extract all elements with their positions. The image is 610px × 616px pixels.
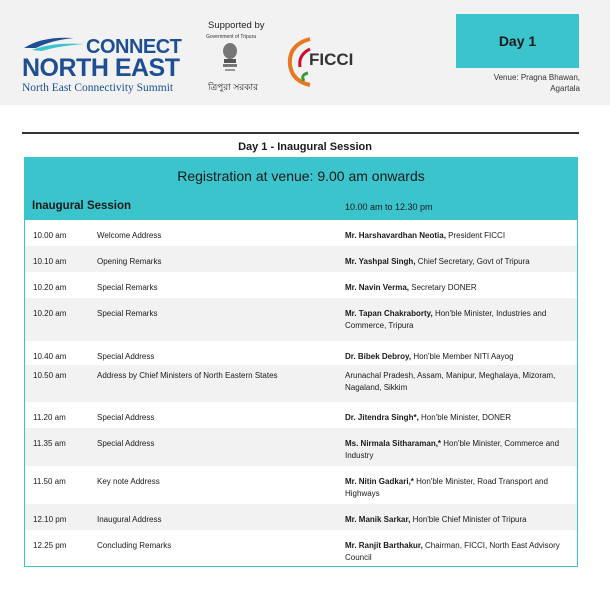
- speaker-name: Mr. Ranjit Barthakur,: [345, 541, 423, 550]
- inaugural-session-label: Inaugural Session: [32, 200, 132, 212]
- logo-line3: North East Connectivity Summit: [22, 82, 174, 94]
- row-item: Special Remarks: [97, 283, 158, 292]
- row-time: 12.10 pm: [33, 515, 67, 524]
- table-row: [25, 246, 577, 272]
- schedule-table: [24, 157, 578, 567]
- speaker-name: Mr. Manik Sarkar,: [345, 515, 411, 524]
- table-row: [25, 341, 577, 365]
- row-speaker: [345, 256, 573, 268]
- speaker-role: Hon'ble Chief Minister of Tripura: [410, 515, 527, 524]
- row-time: 11.50 am: [33, 477, 66, 486]
- speaker-name: Ms. Nirmala Sitharaman,*: [345, 439, 442, 448]
- header-bar: [0, 0, 610, 105]
- day-label: Day 1: [498, 33, 537, 49]
- speaker-role: Chief Secretary, Govt of Tripura: [415, 257, 530, 266]
- row-item: Inaugural Address: [97, 515, 162, 524]
- row-time: 10.50 am: [33, 371, 67, 380]
- venue-line1: Venue: Pragna Bhawan,: [493, 73, 580, 82]
- row-item: Concluding Remarks: [97, 541, 172, 550]
- govt-label: Government of Tripura: [206, 34, 257, 40]
- row-item: Special Remarks: [97, 309, 158, 318]
- speaker-name: Mr. Yashpal Singh,: [345, 257, 416, 266]
- row-time: 10.10 am: [33, 257, 67, 266]
- table-row: [25, 220, 577, 246]
- speaker-role: Arunachal Pradesh, Assam, Manipur, Meghalaya, Mizoram, Nagaland, Sikkim: [345, 371, 556, 392]
- logo-line2: NORTH EAST: [22, 54, 180, 82]
- row-speaker: [345, 514, 573, 526]
- speaker-role: Hon'ble Minister, DONER: [418, 413, 512, 422]
- table-row: [25, 504, 577, 530]
- speaker-role: Hon'ble Minister, Industries and Commerce, Tripura: [345, 309, 547, 330]
- row-item: Opening Remarks: [97, 257, 162, 266]
- row-speaker: [345, 476, 573, 499]
- speaker-name: Dr. Bibek Debroy,: [345, 352, 412, 361]
- speaker-role: Secretary DONER: [409, 283, 477, 292]
- row-time: 11.20 am: [33, 413, 66, 422]
- row-time: 11.35 am: [33, 439, 66, 448]
- row-speaker: [345, 540, 573, 563]
- row-speaker: [345, 412, 573, 424]
- session-title: Day 1 - Inaugural Session: [238, 141, 372, 153]
- venue-info: [420, 72, 580, 94]
- bird-wing-icon: [22, 34, 86, 54]
- speaker-role: President FICCI: [445, 231, 506, 240]
- row-item: Address by Chief Ministers of North Eastern States: [97, 371, 278, 380]
- tripura-govt-script: ত্রিপুরা সরকার: [208, 82, 259, 92]
- table-row: [25, 272, 577, 298]
- ficci-logo: [286, 35, 356, 87]
- registration-text: Registration at venue: 9.00 am onwards: [177, 168, 425, 184]
- row-speaker: [345, 282, 573, 294]
- table-row: [25, 530, 577, 566]
- row-time: 10.20 am: [33, 309, 67, 318]
- row-speaker: [345, 308, 573, 331]
- speaker-role: Hon'ble Member NITI Aayog: [411, 352, 514, 361]
- speaker-name: Mr. Tapan Chakraborty,: [345, 309, 433, 318]
- speaker-role: Hon'ble Minister, Road Transport and Highways: [345, 477, 548, 498]
- speaker-name: Mr. Harshavardhan Neotia,: [345, 231, 446, 240]
- row-item: Key note Address: [97, 477, 160, 486]
- national-emblem-icon: [221, 42, 239, 78]
- day-badge: [456, 14, 579, 68]
- table-row: [25, 428, 577, 466]
- row-time: 10.20 am: [33, 283, 67, 292]
- table-row: [25, 466, 577, 504]
- section-divider: [22, 132, 579, 134]
- row-item: Special Address: [97, 413, 155, 422]
- row-time: 12.25 pm: [33, 541, 67, 550]
- row-item: Special Address: [97, 352, 155, 361]
- speaker-name: Mr. Navin Verma,: [345, 283, 410, 292]
- row-speaker: [345, 351, 573, 363]
- row-speaker: [345, 438, 573, 461]
- row-speaker: [345, 370, 573, 393]
- venue-line2: Agartala: [550, 84, 580, 93]
- speaker-name: Mr. Nitin Gadkari,*: [345, 477, 414, 486]
- row-time: 10.40 am: [33, 352, 67, 361]
- table-row: [25, 402, 577, 428]
- connect-north-east-logo: [22, 34, 182, 98]
- logo-line1: CONNECT: [86, 36, 182, 58]
- row-item: Welcome Address: [97, 231, 162, 240]
- registration-header: [25, 158, 577, 220]
- table-row: [25, 365, 577, 402]
- table-row: [25, 298, 577, 341]
- ficci-label: FICCI: [309, 50, 354, 69]
- speaker-role: Hon'ble Minister, Commerce and Industry: [345, 439, 560, 460]
- speaker-role: Chairman, FICCI, North East Advisory Council: [345, 541, 560, 562]
- speaker-name: Dr. Jitendra Singh*,: [345, 413, 419, 422]
- inaugural-session-time: 10.00 am to 12.30 pm: [345, 202, 433, 212]
- row-item: Special Address: [97, 439, 155, 448]
- row-time: 10.00 am: [33, 231, 67, 240]
- row-speaker: [345, 230, 573, 242]
- supported-by-label: Supported by: [208, 20, 265, 31]
